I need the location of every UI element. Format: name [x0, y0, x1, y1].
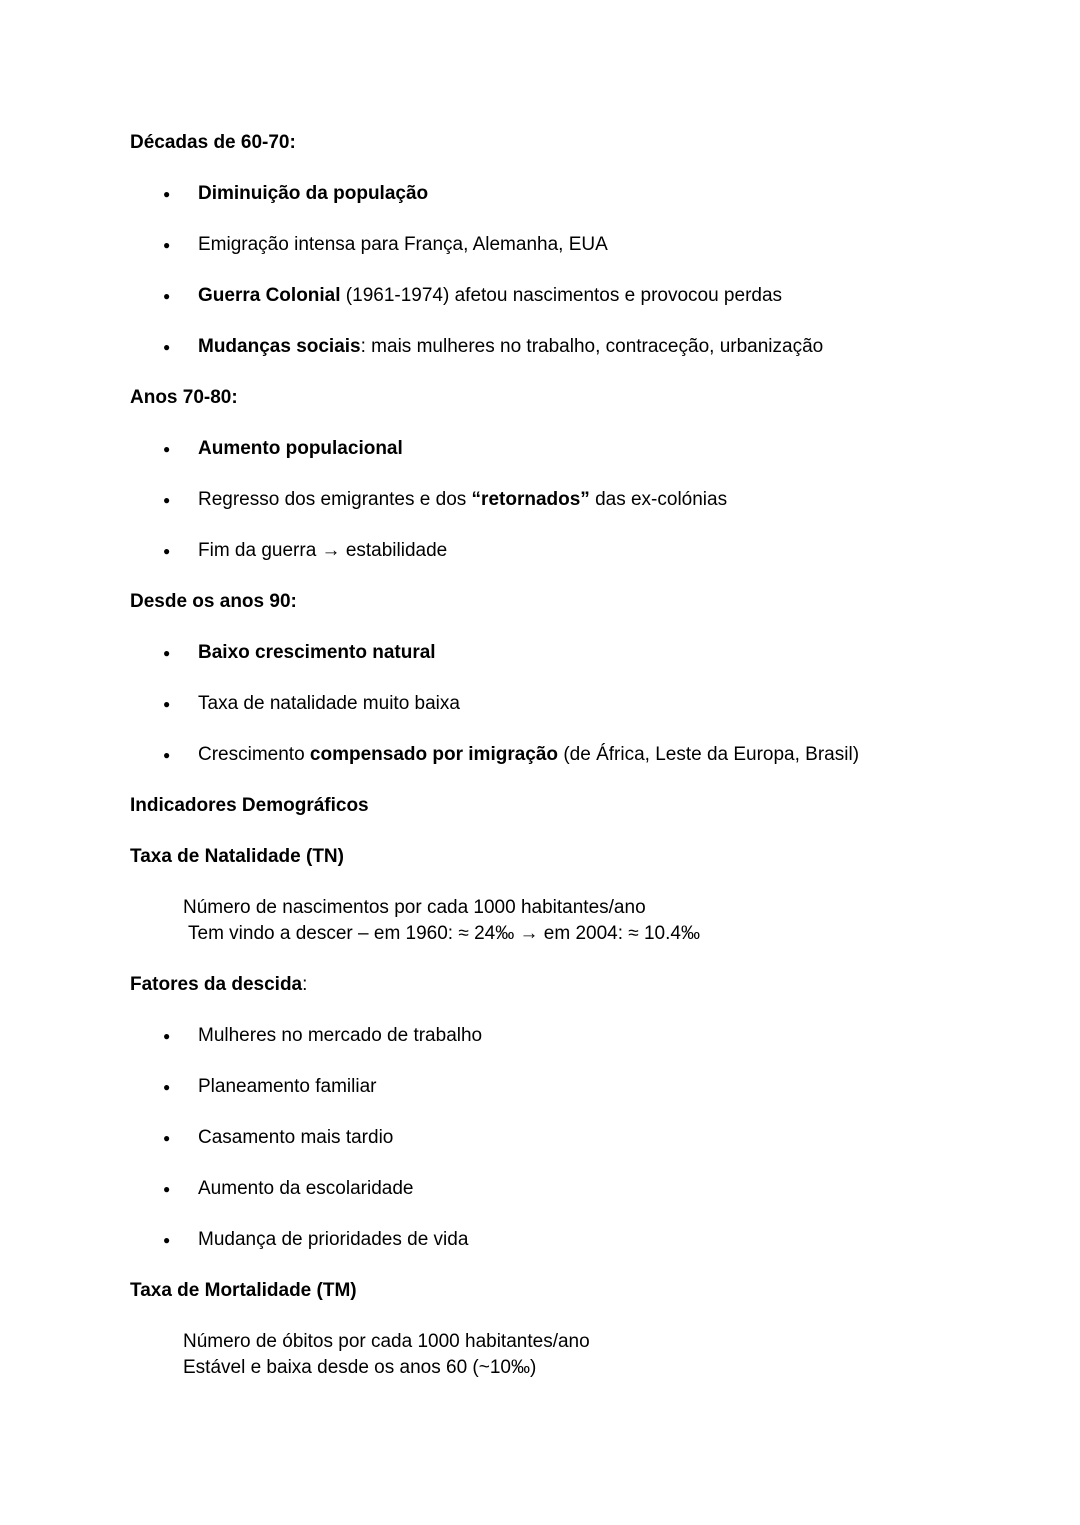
indented-line: [183, 895, 980, 921]
bullet-icon: ●: [163, 1029, 171, 1043]
text-run: Indicadores Demográficos: [130, 795, 369, 816]
text-run: Desde os anos 90:: [130, 591, 297, 612]
text-run: das ex-colónias: [589, 489, 728, 510]
bullet-icon: ●: [163, 1233, 171, 1247]
bullet-item: [130, 436, 980, 462]
text-run: Estável e baixa desde os anos 60 (~10‰): [183, 1357, 537, 1378]
bullet-item: [130, 1227, 980, 1253]
bullet-text: [198, 693, 460, 714]
bullet-icon: ●: [163, 1131, 171, 1145]
bullet-icon: ●: [163, 238, 171, 252]
bullet-icon: ●: [163, 493, 171, 507]
bullet-text: [198, 438, 403, 459]
text-run: Diminuição da população: [198, 183, 429, 204]
indented-line: [183, 921, 980, 947]
bullet-icon: ●: [163, 697, 171, 711]
text-run: Aumento populacional: [198, 438, 403, 459]
bullet-icon: ●: [163, 340, 171, 354]
text-run: Fatores da descida: [130, 974, 303, 995]
bullet-item: [130, 1074, 980, 1100]
heading-paragraph: [130, 793, 980, 819]
heading-paragraph: [130, 844, 980, 870]
bullet-item: [130, 1023, 980, 1049]
indented-line: [183, 1355, 980, 1381]
text-run: Emigração intensa para França, Alemanha, EUA: [198, 234, 608, 255]
text-run: Anos 70-80:: [130, 387, 238, 408]
heading-paragraph: [130, 589, 980, 615]
bullet-text: [198, 1229, 468, 1250]
text-run: (1961-1974) afetou nascimentos e provocou perdas: [340, 285, 783, 306]
document-content: [130, 130, 980, 1381]
text-run: Taxa de Natalidade (TN): [130, 846, 344, 867]
text-run: Número de nascimentos por cada 1000 habitantes/ano: [183, 897, 646, 918]
heading-paragraph: [130, 1278, 980, 1304]
bullet-icon: ●: [163, 748, 171, 762]
text-run: “retornados”: [471, 489, 590, 510]
bullet-item: [130, 1176, 980, 1202]
bullet-item: [130, 283, 980, 309]
text-run: Tem vindo a descer – em 1960: ≈ 24‰ → em 2004: ≈ 10.4‰: [188, 923, 700, 944]
bullet-item: [130, 691, 980, 717]
bullet-icon: ●: [163, 442, 171, 456]
indented-paragraph: [130, 1329, 980, 1381]
text-run: Taxa de Mortalidade (TM): [130, 1280, 357, 1301]
bullet-icon: ●: [163, 646, 171, 660]
bullet-text: [198, 489, 727, 510]
bullet-item: [130, 232, 980, 258]
bullet-text: [198, 642, 436, 663]
bullet-item: [130, 181, 980, 207]
text-run: Aumento da escolaridade: [198, 1178, 414, 1199]
bullet-icon: ●: [163, 544, 171, 558]
bullet-icon: ●: [163, 1080, 171, 1094]
heading-paragraph: [130, 130, 980, 156]
bullet-text: [198, 183, 428, 204]
bullet-icon: ●: [163, 1182, 171, 1196]
bullet-text: [198, 336, 823, 357]
text-run: : mais mulheres no trabalho, contraceção, urbanização: [360, 336, 824, 357]
text-run: Décadas de 60-70:: [130, 132, 296, 153]
bullet-item: [130, 334, 980, 360]
text-run: :: [302, 974, 308, 995]
bullet-text: [198, 1127, 393, 1148]
text-run: Crescimento: [198, 744, 310, 765]
bullet-text: [198, 285, 782, 306]
text-run: Mudança de prioridades de vida: [198, 1229, 469, 1250]
text-run: Regresso dos emigrantes e dos: [198, 489, 472, 510]
indented-line: [183, 1329, 980, 1355]
bullet-text: [198, 1076, 376, 1097]
text-run: Taxa de natalidade muito baixa: [198, 693, 460, 714]
text-run: Fim da guerra → estabilidade: [198, 540, 448, 561]
bullet-item: [130, 640, 980, 666]
heading-paragraph: [130, 972, 980, 998]
text-run: Número de óbitos por cada 1000 habitantes/ano: [183, 1331, 590, 1352]
heading-paragraph: [130, 385, 980, 411]
bullet-item: [130, 487, 980, 513]
text-run: Mudanças sociais: [198, 336, 361, 357]
bullet-item: [130, 742, 980, 768]
text-run: Baixo crescimento natural: [198, 642, 436, 663]
bullet-text: [198, 234, 608, 255]
bullet-item: [130, 538, 980, 564]
text-run: (de África, Leste da Europa, Brasil): [558, 744, 860, 765]
bullet-icon: ●: [163, 187, 171, 201]
bullet-text: [198, 540, 447, 561]
text-run: Planeamento familiar: [198, 1076, 377, 1097]
text-run: compensado por imigração: [309, 744, 559, 765]
text-run: Mulheres no mercado de trabalho: [198, 1025, 483, 1046]
indented-paragraph: [130, 895, 980, 947]
bullet-text: [198, 1178, 413, 1199]
text-run: Guerra Colonial: [198, 285, 341, 306]
text-run: Casamento mais tardio: [198, 1127, 394, 1148]
bullet-text: [198, 744, 859, 765]
bullet-icon: ●: [163, 289, 171, 303]
bullet-item: [130, 1125, 980, 1151]
bullet-text: [198, 1025, 482, 1046]
